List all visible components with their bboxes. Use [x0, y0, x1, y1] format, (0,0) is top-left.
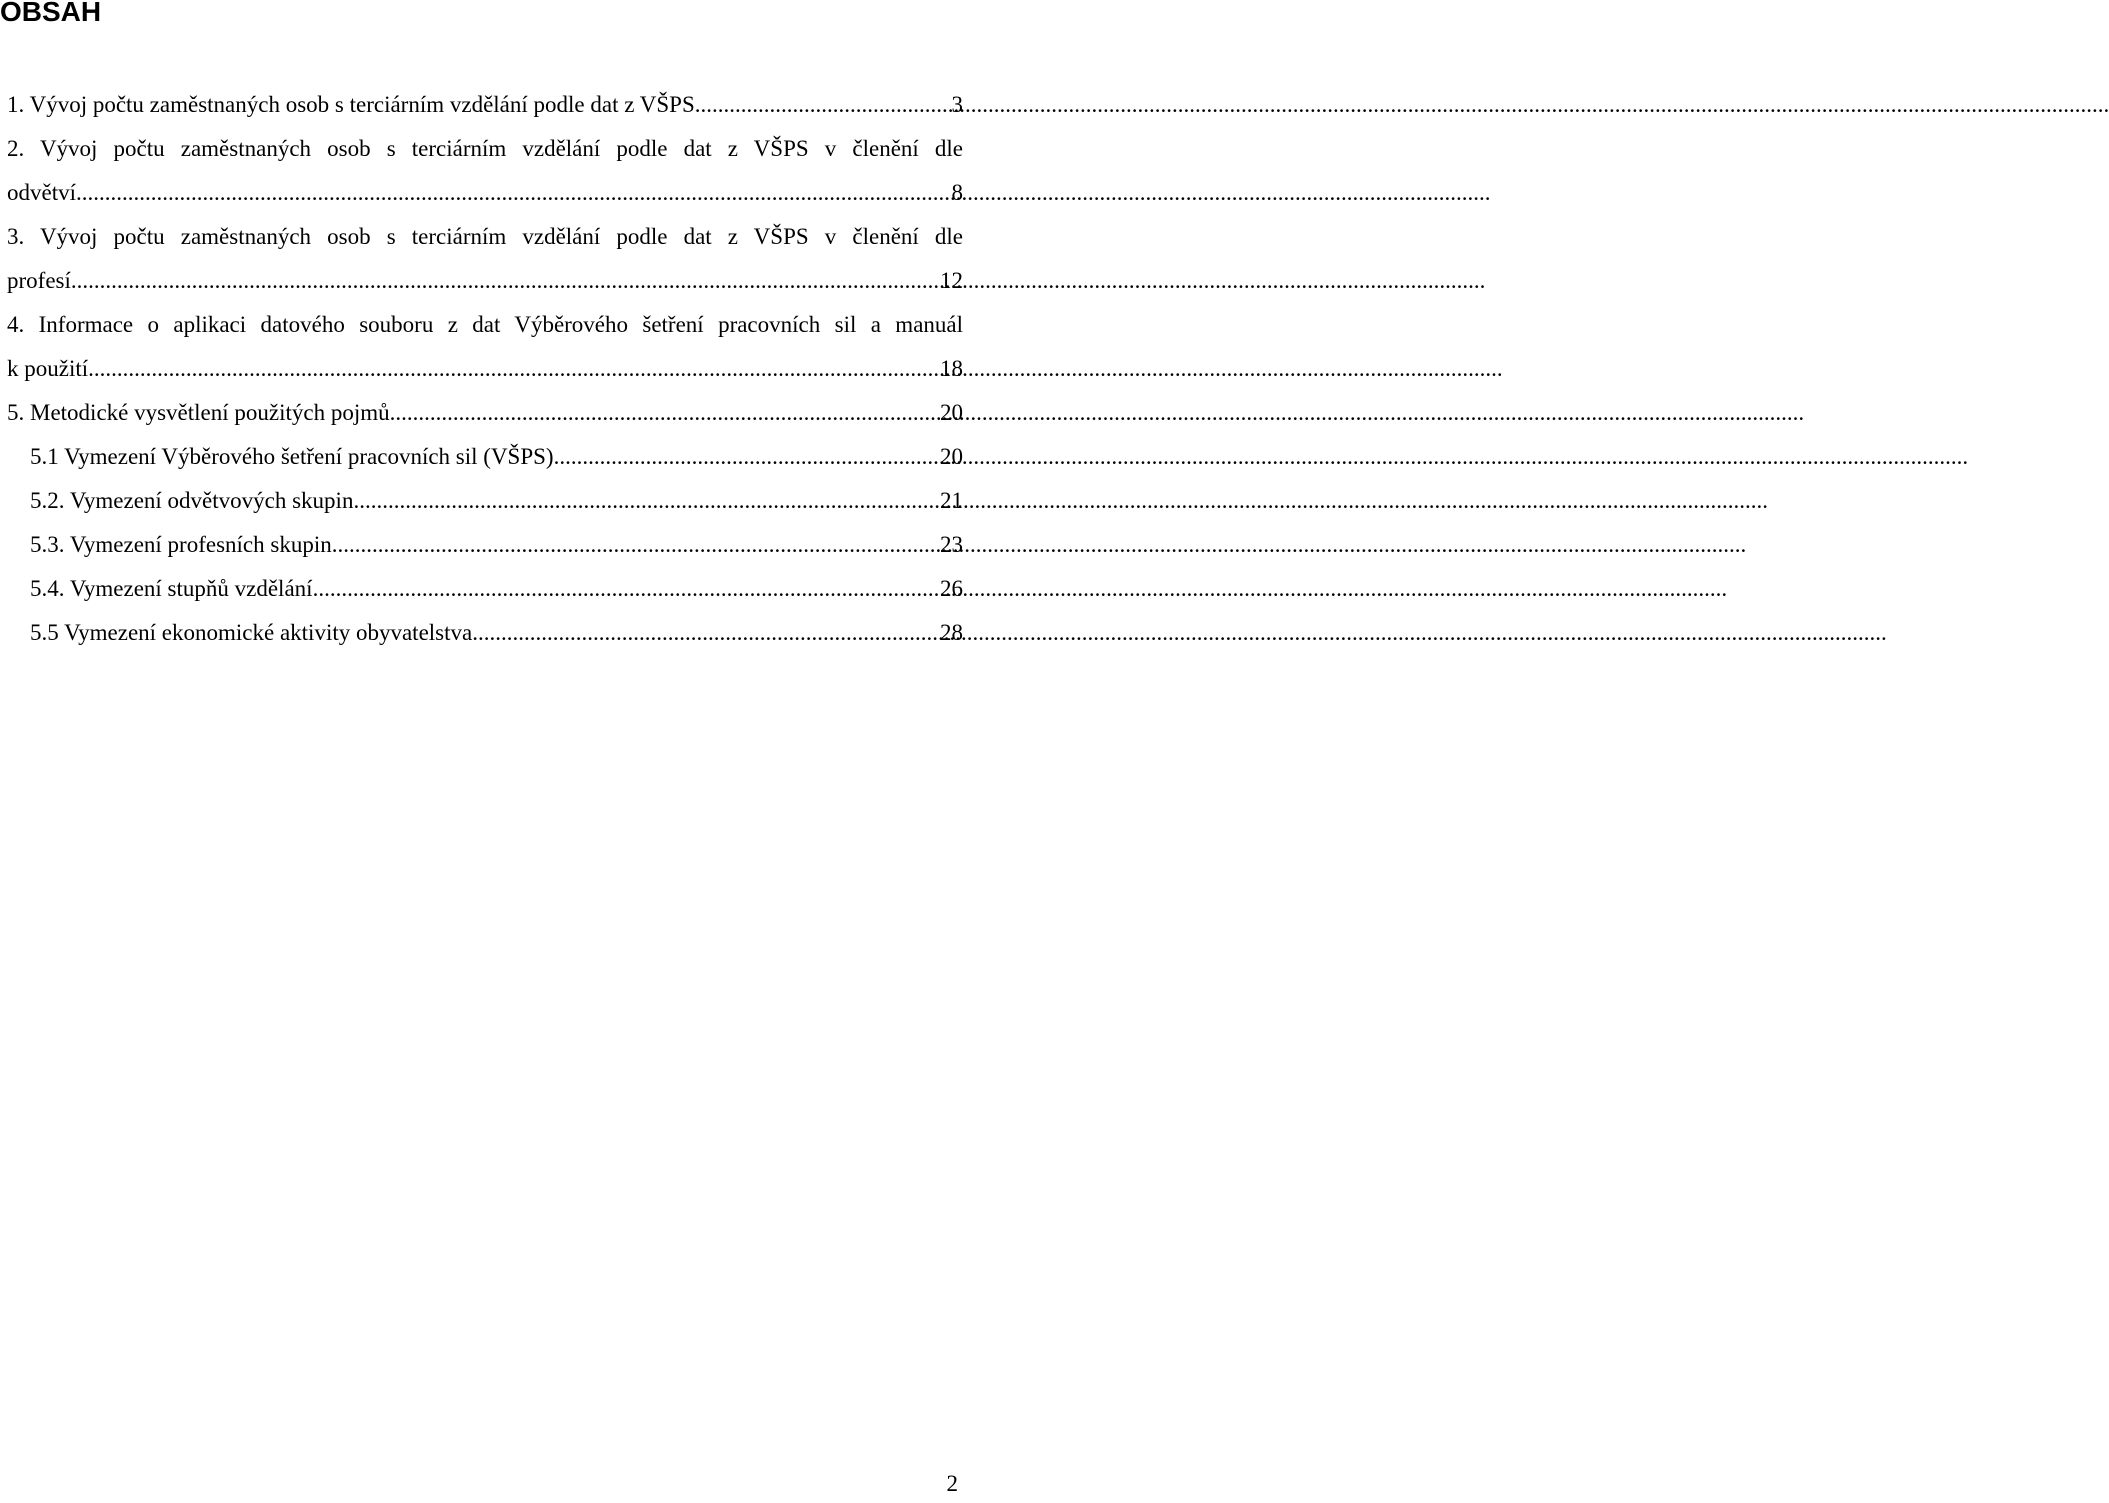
toc-entry-1[interactable]: [7, 83, 963, 127]
toc-entry-title: 5.4. Vymezení stupňů vzdělání: [30, 576, 313, 601]
toc-entry-page: 28: [940, 620, 963, 645]
toc-entry-5-2[interactable]: [30, 479, 963, 523]
toc-entry-title-line1: 4. Informace o aplikaci datového souboru z dat Výběrového šetření pracovních sil a manuál: [7, 312, 963, 337]
dot-leader: [88, 347, 937, 391]
toc-entry-title: 5.2. Vymezení odvětvových skupin: [30, 488, 354, 513]
dot-leader: [472, 611, 937, 655]
toc-entry-page: 3: [951, 92, 963, 117]
dot-leader: [554, 435, 937, 479]
toc-entry-page: 12: [940, 268, 963, 293]
toc-entry-page: 21: [940, 488, 963, 513]
page-title: OBSAH: [0, 0, 102, 27]
toc-entry-line: [7, 259, 963, 303]
toc-entry-title: 5.3. Vymezení profesních skupin: [30, 532, 332, 557]
toc-entry-line: [30, 479, 963, 523]
toc-entry-line: [30, 611, 963, 655]
toc-entry-5-5[interactable]: [30, 611, 963, 655]
toc-entry-page: 8: [951, 180, 963, 205]
toc-entry-title: 5.1 Vymezení Výběrového šetření pracovních sil (VŠPS): [30, 444, 554, 469]
toc-entry-page: 26: [940, 576, 963, 601]
toc-entry-title: k použití: [7, 356, 89, 381]
toc-entry-line: [7, 83, 963, 127]
toc-entry-title: 5.5 Vymezení ekonomické aktivity obyvatelstva: [30, 620, 473, 645]
toc-entry-line: [7, 391, 963, 435]
toc-entry-title-line1: 2. Vývoj počtu zaměstnaných osob s terciárním vzdělání podle dat z VŠPS v členění dle: [7, 136, 963, 161]
toc-entry-5-1[interactable]: [30, 435, 963, 479]
toc-entry-5[interactable]: [7, 391, 963, 435]
toc-entry-line: [7, 347, 963, 391]
dot-leader: [695, 83, 949, 127]
dot-leader: [71, 259, 937, 303]
toc-entry-page: 18: [940, 356, 963, 381]
toc-entry-page: 20: [940, 444, 963, 469]
toc-entry-4[interactable]: [7, 303, 963, 391]
dot-leader: [353, 479, 937, 523]
dot-leader: [332, 523, 937, 567]
page-number: 2: [946, 1471, 958, 1496]
toc-entry-5-4[interactable]: [30, 567, 963, 611]
toc-entry-title: 5. Metodické vysvětlení použitých pojmů: [7, 400, 390, 425]
toc-entry-title: 1. Vývoj počtu zaměstnaných osob s terciárním vzdělání podle dat z VŠPS: [7, 92, 695, 117]
toc-entry-title: profesí: [7, 268, 71, 293]
dot-leader: [76, 171, 949, 215]
toc-entry-page: 23: [940, 532, 963, 557]
toc-entry-line: [30, 435, 963, 479]
toc-entry-title-line1: 3. Vývoj počtu zaměstnaných osob s terciárním vzdělání podle dat z VŠPS v členění dle: [7, 224, 963, 249]
toc-entry-page: 20: [940, 400, 963, 425]
dot-leader: [390, 391, 937, 435]
toc-entry-title: odvětví: [7, 180, 76, 205]
toc-entry-5-3[interactable]: [30, 523, 963, 567]
toc-entry-line: [30, 523, 963, 567]
table-of-contents: [7, 83, 963, 655]
toc-entry-line: [30, 567, 963, 611]
toc-entry-line: [7, 171, 963, 215]
toc-entry-3[interactable]: [7, 215, 963, 303]
toc-entry-2[interactable]: [7, 127, 963, 215]
dot-leader: [313, 567, 937, 611]
